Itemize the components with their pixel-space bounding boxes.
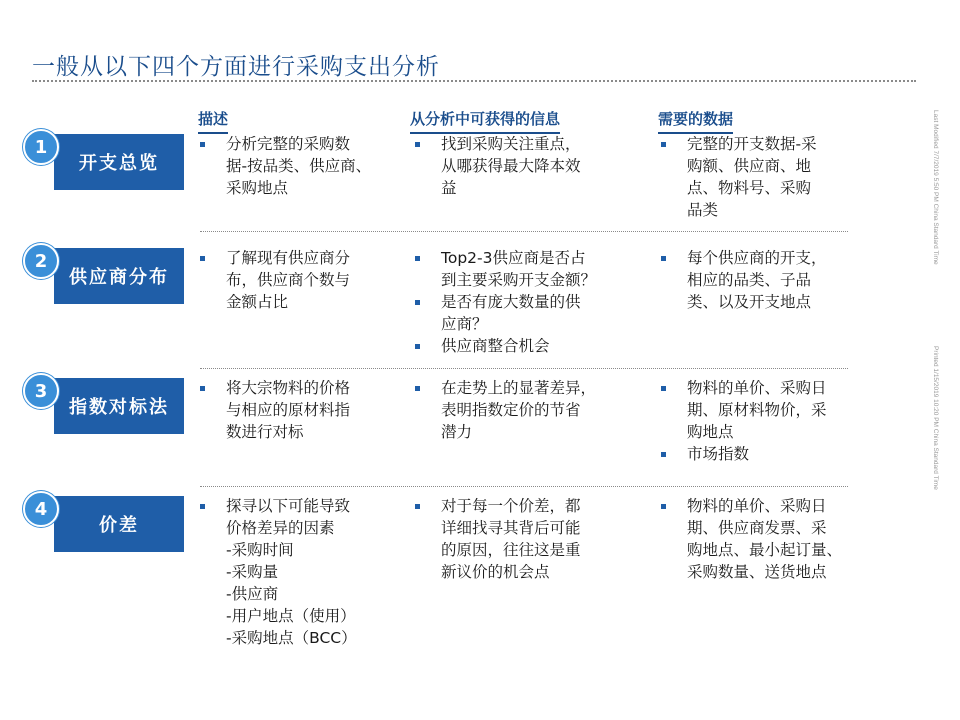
row-number-badge: 2 (23, 243, 59, 279)
row-label-price-variance: 价差 (54, 496, 184, 552)
row-4-description (193, 495, 393, 649)
row-label-spend-overview: 开支总览 (54, 134, 184, 190)
list-item: 找到采购关注重点， (408, 133, 608, 155)
row-1-insight (408, 133, 608, 199)
list-item: 完整的开支数据-采 (654, 133, 854, 155)
list-item: 每个供应商的开支， (654, 247, 854, 269)
list-item: 供应商整合机会 (408, 335, 638, 357)
list-item: 物料的单价、采购日 (654, 377, 854, 399)
list-item: 布，供应商个数与 (226, 271, 351, 289)
list-item: 到主要采购开支金额？ (441, 271, 597, 289)
list-item: -供应商 (226, 585, 279, 603)
list-item: 应商？ (441, 315, 488, 333)
list-item: 采购数量、送货地点 (687, 563, 827, 581)
list-item: 详细找寻其背后可能 (441, 519, 581, 537)
list-item: 对于每一个价差，都 (408, 495, 608, 517)
list-item: 分析完整的采购数 (193, 133, 393, 155)
list-item: 品类 (687, 201, 719, 219)
list-item: 期、供应商发票、采 (687, 519, 827, 537)
list-item: 点、物料号、采购 (687, 179, 812, 197)
list-item: 在走势上的显著差异， (408, 377, 638, 399)
row-1-description (193, 133, 393, 199)
title-divider (32, 80, 916, 82)
list-item: 探寻以下可能导致 (193, 495, 393, 517)
list-item: 价格差异的因素 (226, 519, 335, 537)
row-label-supplier-distribution: 供应商分布 (54, 248, 184, 304)
list-item: 是否有庞大数量的供 (408, 291, 638, 313)
header-required-data: 需要的数据 (658, 108, 733, 134)
list-item: 物料的单价、采购日 (654, 495, 884, 517)
row-number-badge: 3 (23, 373, 59, 409)
row-number-badge: 1 (23, 129, 59, 165)
list-item: 期、原材料物价，采 (687, 401, 827, 419)
list-item: 的原因，往往这是重 (441, 541, 581, 559)
row-3-insight (408, 377, 638, 443)
list-item: 购额、供应商、地 (687, 157, 812, 175)
printed-note: Printed 1/15/2019 10:20 PM China Standard Time (932, 346, 939, 490)
last-modified-note: Last Modified 7/7/2019 5:50 PM China Standard Time (932, 110, 939, 265)
row-1-required-data (654, 133, 854, 221)
list-item: 表明指数定价的节省 (441, 401, 581, 419)
row-2-required-data (654, 247, 854, 313)
list-item: 将大宗物料的价格 (193, 377, 393, 399)
row-divider (200, 231, 848, 232)
row-label-index-benchmarking: 指数对标法 (54, 378, 184, 434)
row-divider (200, 368, 848, 369)
list-item: 据-按品类、供应商、 (226, 157, 372, 175)
page-title: 一般从以下四个方面进行采购支出分析 (32, 54, 440, 80)
row-2-description (193, 247, 393, 313)
list-item: 购地点、最小起订量、 (687, 541, 843, 559)
list-item: 益 (441, 179, 457, 197)
row-4-insight (408, 495, 608, 583)
list-item: 新议价的机会点 (441, 563, 550, 581)
list-item: 市场指数 (654, 443, 854, 465)
list-item: 相应的品类、子品 (687, 271, 812, 289)
list-item: 了解现有供应商分 (193, 247, 393, 269)
list-item: -采购量 (226, 563, 279, 581)
list-item: Top2-3供应商是否占 (408, 247, 638, 269)
list-item: 金额占比 (226, 293, 289, 311)
row-number-badge: 4 (23, 491, 59, 527)
list-item: -采购时间 (226, 541, 294, 559)
header-description: 描述 (198, 108, 228, 134)
row-3-required-data (654, 377, 854, 465)
list-item: -用户地点（使用） (226, 607, 356, 625)
list-item: 从哪获得最大降本效 (441, 157, 581, 175)
list-item: 数进行对标 (226, 423, 304, 441)
list-item: 潜力 (441, 423, 473, 441)
list-item: 购地点 (687, 423, 734, 441)
list-item: 采购地点 (226, 179, 289, 197)
row-3-description (193, 377, 393, 443)
row-4-required-data (654, 495, 884, 583)
header-insight: 从分析中可获得的信息 (410, 108, 560, 134)
list-item: 类、以及开支地点 (687, 293, 812, 311)
row-divider (200, 486, 848, 487)
row-2-insight (408, 247, 638, 357)
list-item: -采购地点（BCC） (226, 629, 357, 647)
list-item: 与相应的原材料指 (226, 401, 351, 419)
